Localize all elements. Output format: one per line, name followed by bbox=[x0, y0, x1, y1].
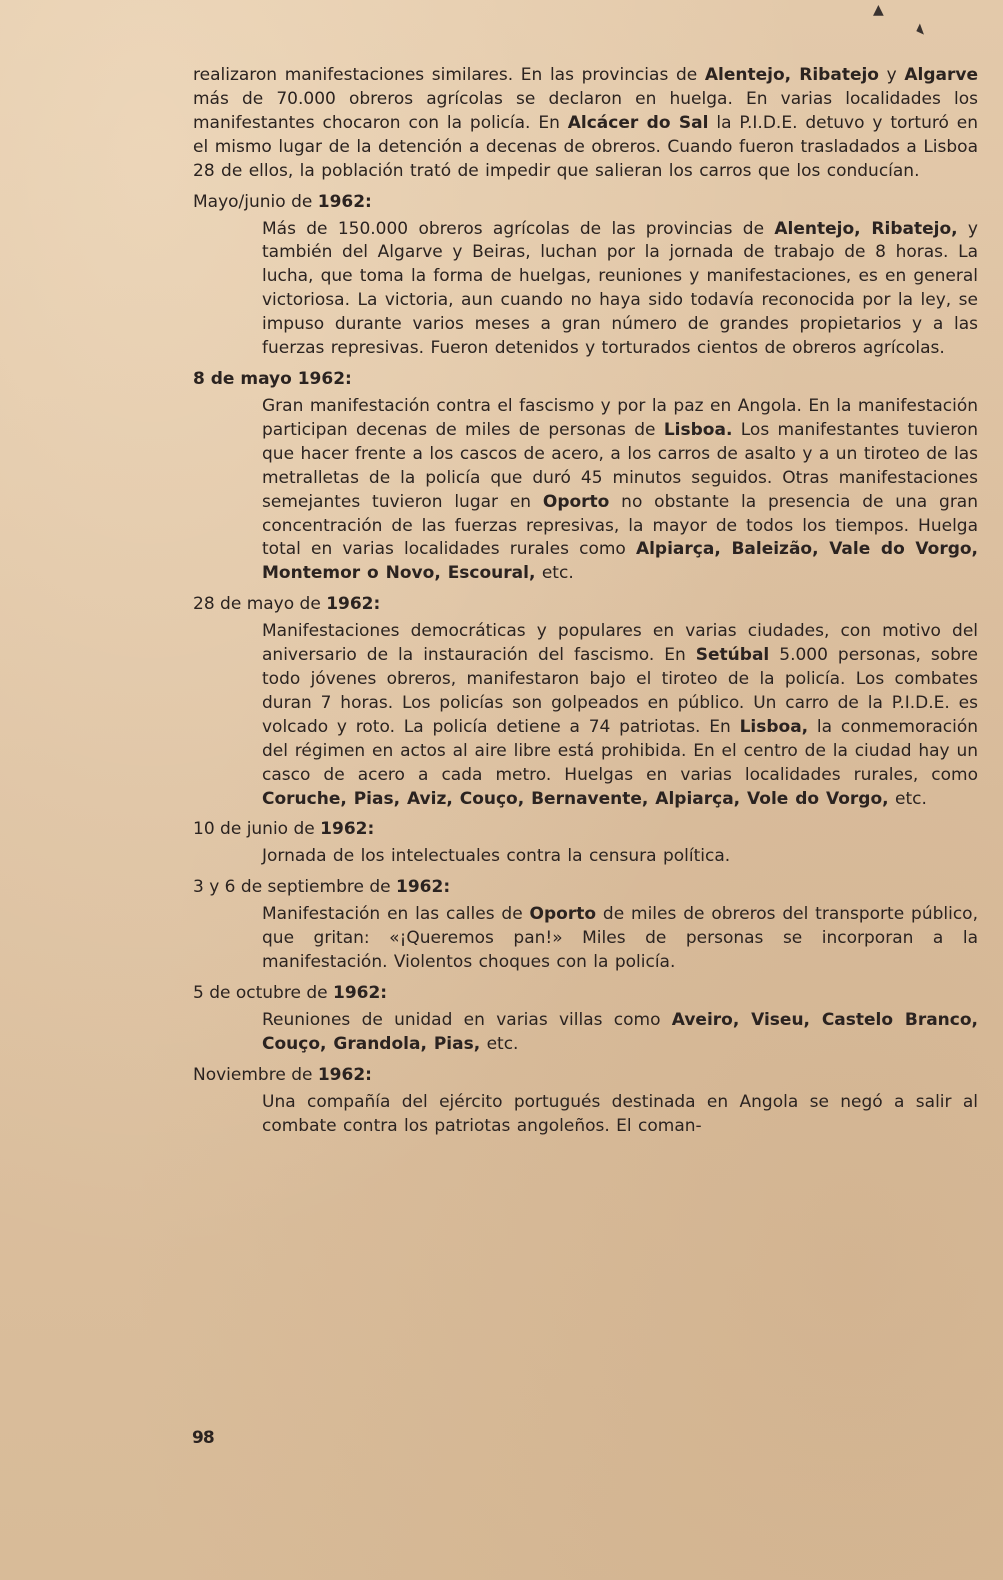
entry-date-heading bbox=[193, 875, 978, 899]
entry-date-heading bbox=[193, 817, 978, 841]
entry-date-heading bbox=[193, 981, 978, 1005]
text-run: más de 70.000 obreros agrícolas se declaron en huelga. En varias localidades los manifestantes chocaron con la policía. En bbox=[193, 88, 978, 133]
text-run: y bbox=[878, 65, 905, 85]
text-run: Más de 150.000 obreros agrícolas de las provincias de bbox=[262, 218, 775, 239]
text-run: etc. bbox=[888, 788, 927, 809]
bold-text: 1962: bbox=[317, 1064, 372, 1085]
text-run: Los manifestantes tuvieron que hacer frente a los cascos de acero, a los carros de asalto y a un tiroteo de las metralletas de la policía que duró 45 minutos seguidos. Otras manifestaciones semejantes tuvieron lugar en bbox=[262, 419, 978, 512]
bold-text: Alpiarça, Baleizão, Vale do Vorgo, Montemor o Novo, Escoural, bbox=[262, 539, 979, 584]
text-run: Gran manifestación contra el fascismo y por la paz en Angola. En la manifestación participan decenas de miles de personas de bbox=[262, 395, 978, 440]
text-run: la P.I.D.E. detuvo y torturó en el mismo lugar de la detención a decenas de obreros. Cuando fueron trasladados a Lisboa 28 de ellos, la población trató de impedir que salieran los carros que los conducían. bbox=[193, 112, 978, 181]
ink-speck: ▲ bbox=[873, 2, 884, 18]
timeline-entry bbox=[193, 981, 978, 1057]
intro-paragraph bbox=[193, 64, 978, 184]
bold-text: Setúbal bbox=[695, 645, 770, 666]
bold-text: Oporto bbox=[529, 904, 597, 925]
text-run: Noviembre de bbox=[193, 1064, 318, 1085]
text-run: 28 de mayo de bbox=[193, 594, 327, 615]
entry-body-paragraph bbox=[262, 395, 978, 586]
text-run: Una compañía del ejército portugués destinada en Angola se negó a salir al combate contra los patriotas angoleños. El coman- bbox=[262, 1091, 978, 1136]
bold-text: Oporto bbox=[542, 491, 610, 512]
timeline-entry bbox=[193, 592, 978, 811]
entry-date-heading bbox=[193, 190, 978, 214]
text-run: realizaron manifestaciones similares. En las provincias de bbox=[193, 65, 705, 85]
text-run: Manifestación en las calles de bbox=[262, 904, 530, 925]
bold-text: Alentejo, Ribatejo, bbox=[774, 218, 958, 239]
text-run: etc. bbox=[535, 563, 574, 584]
text-run: la conmemoración del régimen en actos al aire libre está prohibida. En el centro de la ciudad hay un casco de acero a cada metro. Huelgas en varias localidades rurales, como bbox=[262, 716, 979, 785]
entry-date-heading bbox=[193, 1063, 978, 1087]
bold-text: 1962: bbox=[320, 819, 375, 840]
entry-body-paragraph bbox=[262, 620, 978, 811]
ink-speck: ◣ bbox=[915, 20, 929, 37]
timeline-entry bbox=[193, 817, 978, 869]
entry-body-paragraph bbox=[262, 845, 978, 869]
timeline-entry bbox=[193, 367, 978, 586]
bold-text: 1962: bbox=[317, 191, 372, 212]
timeline-entries bbox=[193, 190, 978, 1139]
text-run: no obstante la presencia de una gran concentración de las fuerzas represivas, la mayor de todos los tiempos. Huelga total en varias localidades rurales como bbox=[262, 491, 979, 560]
entry-date-heading bbox=[193, 367, 978, 391]
text-run: 5.000 personas, sobre todo jóvenes obreros, manifestaron bajo el tiroteo de la policía. Los combates duran 7 horas. Los policías son golpeados en público. Un carro de la P.I.D.E. es volcado y roto. La policía detiene a 74 patriotas. En bbox=[262, 645, 978, 737]
bold-text: Alcácer do Sal bbox=[567, 112, 709, 133]
entry-body-paragraph bbox=[262, 218, 978, 361]
bold-text: 8 de mayo 1962: bbox=[193, 368, 352, 389]
entry-body-paragraph bbox=[262, 1091, 978, 1139]
text-run: Reuniones de unidad en varias villas como bbox=[262, 1010, 672, 1031]
text-run: Jornada de los intelectuales contra la censura política. bbox=[262, 846, 731, 867]
bold-text: Algarve bbox=[904, 65, 978, 85]
entry-body-paragraph bbox=[262, 1009, 978, 1057]
text-run: etc. bbox=[480, 1034, 519, 1054]
bold-text: Coruche, Pias, Aviz, Couço, Bernavente, Alpiarça, Vole do Vorgo, bbox=[262, 788, 889, 809]
bold-text: 1962: bbox=[396, 877, 451, 898]
text-run: Manifestaciones democráticas y populares en varias ciudades, con motivo del aniversario de la instauración del fascismo. En bbox=[262, 621, 978, 666]
bold-text: 1962: bbox=[326, 594, 381, 615]
page-number: 98 bbox=[192, 1428, 214, 1448]
bold-text: Aveiro, Viseu, Castelo Branco, Couço, Grandola, Pias, bbox=[262, 1010, 978, 1054]
text-run: 3 y 6 de septiembre de bbox=[193, 877, 396, 898]
text-run: de miles de obreros del transporte público, que gritan: «¡Queremos pan!» Miles de personas se incorporan a la manifestación. Violentos choques con la policía. bbox=[262, 904, 978, 973]
text-run: y también del Algarve y Beiras, luchan por la jornada de trabajo de 8 horas. La lucha, que toma la forma de huelgas, reuniones y manifestaciones, es en general victoriosa. La victoria, aun cuando no haya sido todavía reconocida por la ley, se impuso durante varios meses a gran número de grandes propietarios y a las fuerzas represivas. Fueron detenidos y torturados cientos de obreros agrícolas. bbox=[262, 218, 978, 359]
entry-date-heading bbox=[193, 592, 978, 616]
page-text bbox=[193, 64, 978, 1139]
bold-text: Lisboa. bbox=[663, 419, 733, 440]
timeline-entry bbox=[193, 1063, 978, 1139]
bold-text: Alentejo, Ribatejo bbox=[704, 65, 879, 85]
bold-text: 1962: bbox=[332, 983, 388, 1004]
text-run: 10 de junio de bbox=[193, 819, 321, 840]
text-run: Mayo/junio de bbox=[193, 191, 318, 212]
timeline-entry bbox=[193, 875, 978, 975]
bold-text: Lisboa, bbox=[739, 716, 809, 737]
text-run: 5 de octubre de bbox=[193, 983, 333, 1004]
timeline-entry bbox=[193, 190, 978, 361]
entry-body-paragraph bbox=[262, 903, 978, 975]
